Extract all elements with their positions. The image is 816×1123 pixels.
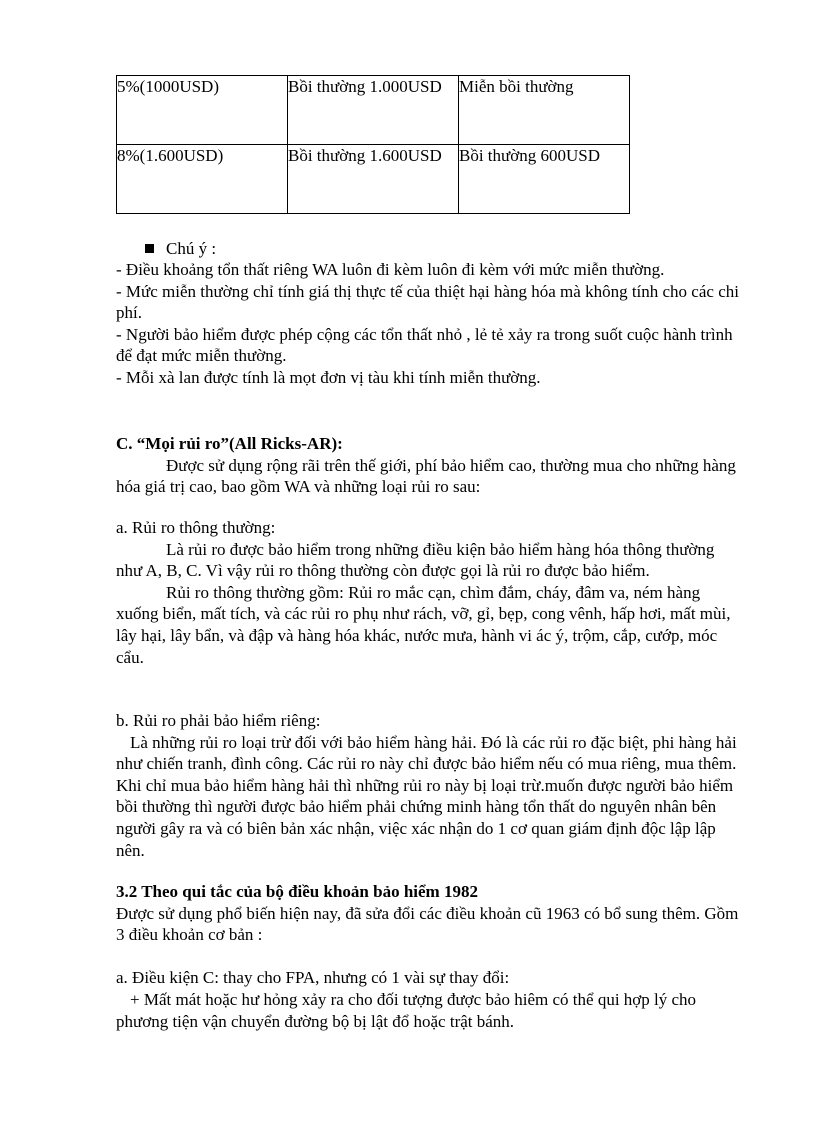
table-row: [117, 76, 630, 145]
part-a: [116, 517, 741, 668]
note-line: - Mức miễn thường chỉ tính giá thị thực tế của thiệt hại hàng hóa mà không tính cho các chi phí.: [116, 281, 739, 323]
table-cell: 8%(1.600USD): [117, 145, 288, 214]
part-a-paragraph-2: Rủi ro thông thường gồm: Rủi ro mắc cạn, chìm đắm, cháy, đâm va, ném hàng xuống biển, mất tích, và các rủi ro phụ như rách, vỡ, gỉ, bẹp, cong vênh, hấp hơi, mất mùi, lây hại, lây bẩn, và đập và hàng hóa khác, nước mưa, hành vi ác ý, trộm, cắp, cướp, móc cẩu.: [116, 582, 731, 667]
note-title: [145, 238, 216, 259]
section-3-2-a-item: + Mất mát hoặc hư hỏng xảy ra cho đối tượng được bảo hiêm có thể qui hợp lý cho phương tiện vận chuyển đường bộ bị lật đổ hoặc trật bánh.: [116, 989, 697, 1031]
section-c-intro: Được sử dụng rộng rãi trên thế giới, phí bảo hiểm cao, thường mua cho những hàng hóa giá trị cao, bao gồm WA và những loại rủi ro sau:: [116, 455, 736, 497]
note-list: [116, 259, 741, 389]
section-c: [116, 433, 741, 498]
section-3-2-intro: Được sử dụng phổ biến hiện nay, đã sửa đổi các điều khoản cũ 1963 có bổ sung thêm. Gồm 3 điều khoản cơ bản :: [116, 903, 739, 945]
note-line: - Mỗi xà lan được tính là mọt đơn vị tàu khi tính miễn thường.: [116, 367, 541, 387]
section-c-heading: C. “Mọi rủi ro”(All Ricks-AR):: [116, 434, 343, 453]
table-row: [117, 145, 630, 214]
table-cell: Bồi thường 600USD: [459, 145, 630, 214]
part-a-paragraph-1: Là rủi ro được bảo hiểm trong những điều kiện bảo hiểm hàng hóa thông thường như A, B, C. Vì vậy rủi ro thông thường còn được gọi là rủi ro được bảo hiểm.: [116, 539, 715, 581]
table-cell: Bồi thường 1.600USD: [288, 145, 459, 214]
part-b-heading: b. Rủi ro phải bảo hiểm riêng:: [116, 711, 321, 730]
section-3-2-heading: 3.2 Theo qui tắc của bộ điều khoản bảo hiểm 1982: [116, 882, 478, 901]
section-3-2: [116, 881, 741, 1032]
part-a-heading: a. Rủi ro thông thường:: [116, 518, 276, 537]
section-3-2-a-heading: a. Điều kiện C: thay cho FPA, nhưng có 1 vài sự thay đổi:: [116, 968, 510, 988]
note-line: - Điều khoảng tổn thất riêng WA luôn đi kèm luôn đi kèm với mức miễn thường.: [116, 260, 665, 279]
note-title-text: Chú ý :: [166, 239, 217, 258]
table-cell: Bồi thường 1.000USD: [288, 76, 459, 145]
part-b-paragraph: Là những rủi ro loại trừ đối với bảo hiểm hàng hải. Đó là các rủi ro đặc biệt, phi hàng hải như chiến tranh, đình công. Các rủi ro này chỉ được bảo hiểm nếu có mua riêng, mua thêm. Khi chỉ mua bảo hiểm hàng hải thì những rủi ro này bị loại trừ.muốn được người bảo hiểm bồi thường thì người được bảo hiểm phải chứng minh hàng tổn thất do nguyên nhân bên người gây ra và có biên bản xác nhận, việc xác nhận do 1 cơ quan giám định độc lập lập nên.: [116, 732, 737, 860]
deductible-table: [116, 75, 630, 214]
table-cell: 5%(1000USD): [117, 76, 288, 145]
square-bullet-icon: [145, 244, 154, 253]
part-b: [116, 710, 741, 861]
table-cell: Miễn bồi thường: [459, 76, 630, 145]
note-line: - Người bảo hiểm được phép cộng các tổn thất nhỏ , lẻ tẻ xảy ra trong suốt cuộc hành trình để đạt mức miễn thường.: [116, 324, 733, 366]
